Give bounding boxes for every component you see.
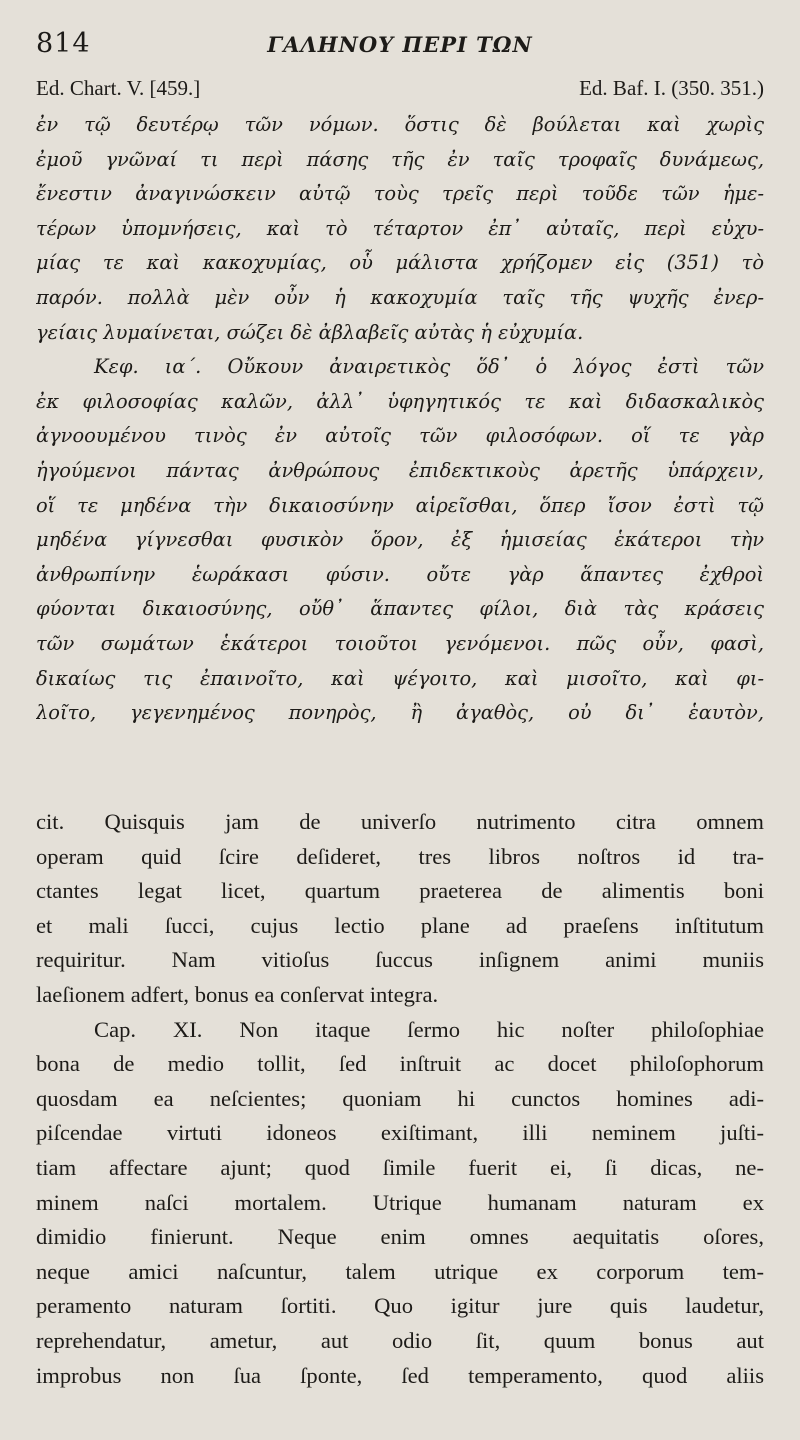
greek-line: ἡγούμενοι πάντας ἀνθρώπους ἐπιδεκτικοὺς ἀρετῆς ὑπάρχειν, <box>36 458 764 482</box>
greek-line: Κεφ. ια΄. Οὔκουν ἀναιρετικὸς ὅδ᾽ ὁ λόγος ἐστὶ τῶν <box>94 355 764 379</box>
latin-line: quosdam ea neſcientes; quoniam hi cunctos homines adi- <box>36 1085 764 1111</box>
greek-line: γείαις λυμαίνεται, σώζει δὲ ἀβλαβεῖς αὐτὰς ἡ εὐχυμία. <box>36 320 584 344</box>
greek-line: ἀνθρωπίνην ἑωράκασι φύσιν. οὔτε γὰρ ἅπαντες ἐχθροὶ <box>36 562 764 586</box>
greek-line: παρόν. πολλὰ μὲν οὖν ἡ κακοχυμία ταῖς τῆς ψυχῆς ἐνερ- <box>36 285 764 309</box>
latin-line: neque amici naſcuntur, talem utrique ex corporum tem- <box>36 1258 764 1284</box>
edition-reference-line <box>36 76 764 104</box>
greek-line: ἀγνοουμένου τινὸς ἐν αὐτοῖς τῶν φιλοσόφων. οἵ τε γὰρ <box>36 424 764 448</box>
page-number: 814 <box>36 28 91 59</box>
latin-line: requiritur. Nam vitioſus ſuccus inſignem animi muniis <box>36 947 764 973</box>
latin-line: Cap. XI. Non itaque ſermo hic noſter philoſophiae <box>94 1016 764 1042</box>
running-title: ΓΑΛΗΝΟΥ ΠΕΡΙ ΤΩΝ <box>267 32 533 57</box>
greek-line: λοῖτο, γεγενημένος πονηρὸς, ἢ ἀγαθὸς, οὐ δι᾽ ἑαυτὸν, <box>36 701 764 725</box>
latin-line: minem naſci mortalem. Utrique humanam naturam ex <box>36 1189 764 1215</box>
latin-line: ctantes legat licet, quartum praeterea de alimentis boni <box>36 878 764 904</box>
greek-line: ἐμοῦ γνῶναί τι περὶ πάσης τῆς ἐν ταῖς τροφαῖς δυνάμεως, <box>36 147 764 171</box>
latin-text-block <box>36 805 764 1393</box>
greek-line: ἐκ φιλοσοφίας καλῶν, ἀλλ᾽ ὑφηγητικός τε καὶ διδασκαλικὸς <box>36 389 764 413</box>
latin-line: reprehendatur, ametur, aut odio ſit, quum bonus aut <box>36 1327 764 1353</box>
greek-line: τῶν σωμάτων ἑκάτεροι τοιοῦτοι γενόμενοι. πῶς οὖν, φασὶ, <box>36 631 764 655</box>
greek-line: ἔνεστιν ἀναγινώσκειν αὐτῷ τοὺς τρεῖς περὶ τοῦδε τῶν ἡμε- <box>36 182 764 206</box>
greek-line: φύονται δικαιοσύνης, οὔθ᾽ ἅπαντες φίλοι, διὰ τὰς κράσεις <box>36 597 764 621</box>
greek-line: δικαίως τις ἐπαινοῖτο, καὶ ψέγοιτο, καὶ μισοῖτο, καὶ φι- <box>36 666 764 690</box>
greek-text-block <box>36 108 764 731</box>
latin-line: dimidio finierunt. Neque enim omnes aequitatis oſores, <box>36 1224 764 1250</box>
latin-line: piſcendae virtuti idoneos exiſtimant, illi neminem juſti- <box>36 1120 764 1146</box>
latin-line: et mali ſucci, cujus lectio plane ad praeſens inſtitutum <box>36 912 764 938</box>
latin-line: improbus non ſua ſponte, ſed temperamento, quod aliis <box>36 1362 764 1388</box>
greek-line: οἵ τε μηδένα τὴν δικαιοσύνην αἱρεῖσθαι, ὅπερ ἴσον ἐστὶ τῷ <box>36 493 764 517</box>
latin-line: operam quid ſcire deſideret, tres libros noſtros id tra- <box>36 843 764 869</box>
latin-line: cit. Quisquis jam de univerſo nutrimento citra omnem <box>36 809 764 834</box>
latin-line: laeſionem adfert, bonus ea conſervat integra. <box>36 981 439 1007</box>
page-header <box>36 28 764 64</box>
greek-line: μίας τε καὶ κακοχυμίας, οὗ μάλιστα χρήζομεν εἰς (351) τὸ <box>36 251 764 275</box>
latin-line: bona de medio tollit, ſed inſtruit ac docet philoſophorum <box>36 1051 764 1077</box>
greek-line: ἐν τῷ δευτέρῳ τῶν νόμων. ὅστις δὲ βούλεται καὶ χωρὶς <box>36 113 764 136</box>
greek-line: μηδένα γίγνεσθαι φυσικὸν ὅρον, ἐξ ἡμισείας ἑκάτεροι τὴν <box>36 528 764 552</box>
edition-reference-left: Ed. Chart. V. [459.] <box>36 76 201 100</box>
greek-line: τέρων ὑπομνήσεις, καὶ τὸ τέταρτον ἐπ᾽ αὐταῖς, περὶ εὐχυ- <box>36 216 764 240</box>
latin-line: peramento naturam ſortiti. Quo igitur jure quis laudetur, <box>36 1293 764 1319</box>
latin-line: tiam affectare ajunt; quod ſimile fuerit ei, ſi dicas, ne- <box>36 1154 764 1180</box>
edition-reference-right: Ed. Baf. I. (350. 351.) <box>579 76 764 100</box>
